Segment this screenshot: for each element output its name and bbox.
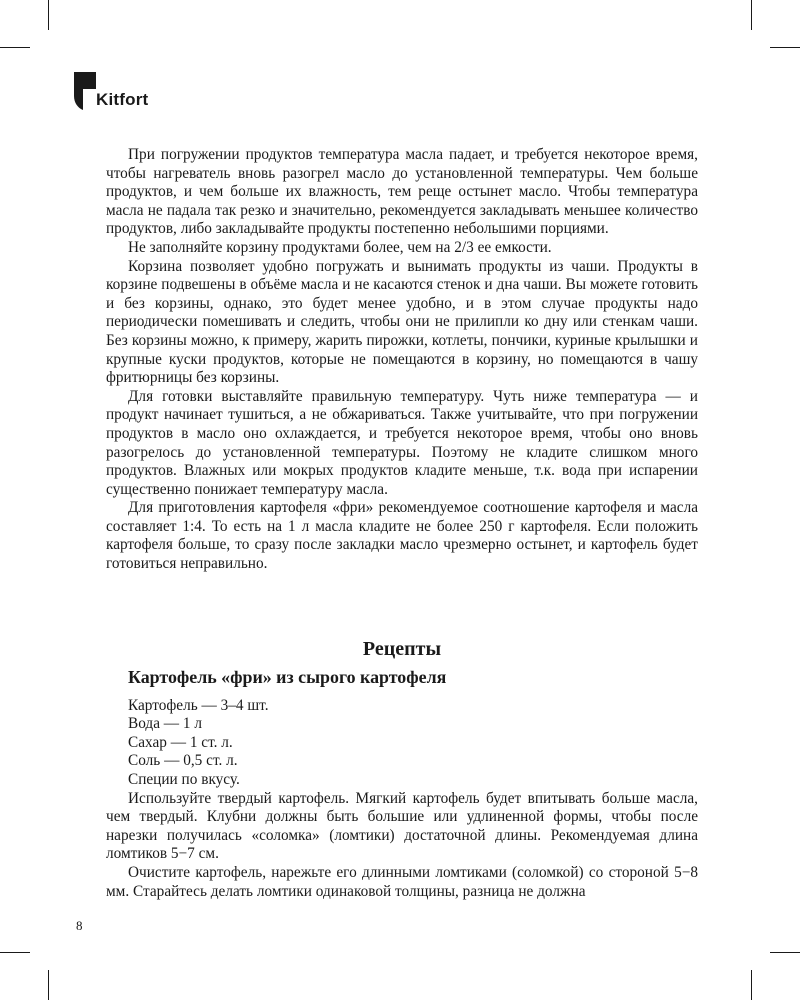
recipe-paragraph: Очистите картофель, нарежьте его длинными ломтиками (соломкой) со стороной 5−8 мм. Старайтесь делать ломтики одинаковой толщины, разница не должна (106, 863, 698, 900)
ingredient-list (106, 697, 698, 790)
ingredient-item: Сахар — 1 ст. л. (128, 733, 233, 751)
paragraph: Не заполняйте корзину продуктами более, чем на 2/3 ее емкости. (128, 238, 552, 256)
crop-mark (0, 952, 30, 953)
ingredient-item: Соль — 0,5 ст. л. (128, 752, 238, 770)
ingredient-item: Вода — 1 л (128, 715, 203, 733)
recipe-title: Картофель «фри» из сырого картофеля (128, 667, 447, 687)
paragraph: Для приготовления картофеля «фри» рекомендуемое соотношение картофеля и масла составляет 1:4. То есть на 1 л масла кладите не более 250 г картофеля. Если положить картофеля больше, то сразу после закладки масло чрезмерно остынет, и картофель будет готовиться неправильно. (106, 499, 698, 573)
recipe (106, 668, 698, 901)
kitfort-logo-icon (74, 72, 98, 112)
crop-mark (48, 970, 49, 1000)
crop-mark (751, 970, 752, 1000)
ingredient-item: Картофель — 3–4 шт. (128, 696, 269, 714)
crop-mark (770, 47, 800, 48)
recipe-paragraph: Используйте твердый картофель. Мягкий картофель будет впитывать больше масла, чем твердый. Клубни должны быть большие или удлиненной формы, чтобы после нарезки получилась «соломка» (ломтики) достаточной длины. Рекомендуемая длина ломтиков 5−7 см. (106, 789, 698, 863)
paragraph: При погружении продуктов температура масла падает, и требуется некоторое время, чтобы нагреватель вновь разогрел масло до установленной температуры. Чем больше продуктов, и чем больше их влажность, тем реще остынет масло. Чтобы температура масла не падала так резко и значительно, рекомендуется закладывать меньшее количество продуктов, либо закладывайте продукты постепенно небольшими порциями. (106, 146, 698, 238)
ingredient-item: Специи по вкусу. (128, 770, 240, 788)
page-number: 8 (76, 918, 83, 933)
crop-mark (770, 952, 800, 953)
crop-mark (0, 47, 30, 48)
section-title: Рецепты (362, 638, 442, 660)
crop-mark (751, 0, 752, 30)
paragraph: Корзина позволяет удобно погружать и вынимать продукты из чаши. Продукты в корзине подвешены в объёме масла и не касаются стенок и дна чаши. Вы можете готовить и без корзины, однако, это будет менее удобно, и в этом случае продукты надо периодически помешивать и следить, чтобы они не прилипли ко дну или стенкам чаши. Без корзины можно, к примеру, жарить пирожки, котлеты, пончики, куриные крылышки и крупные куски продуктов, которые не помещаются в корзину, но помещаются в чашу фритюрницы без корзины. (106, 257, 698, 387)
body-text (106, 146, 698, 574)
paragraph: Для готовки выставляйте правильную температуру. Чуть ниже температура — и продукт начинает тушиться, а не обжариваться. Также учитывайте, что при погружении продуктов в масло оно охлаждается, и требуется некоторое время, чтобы оно вновь разогрелось до установленной температуры. Поэтому не кладите слишком много продуктов. Влажных или мокрых продуктов кладите меньше, т.к. вода при испарении существенно понижает температуру масла. (106, 387, 698, 498)
crop-mark (48, 0, 49, 30)
brand-name: Kitfort (96, 90, 149, 109)
